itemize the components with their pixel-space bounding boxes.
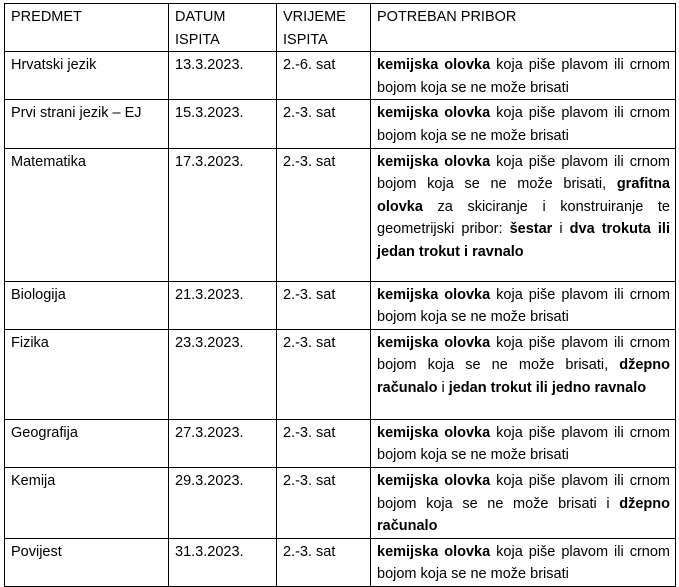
header-predmet-label: PREDMET [11, 9, 82, 25]
header-datum-line2: ISPITA [175, 31, 220, 48]
pribor-text: koja piše plavom ili crnom bojom koja se ne može brisati [377, 424, 670, 464]
pribor-text: koja piše plavom ili crnom bojom koja se ne može brisati [377, 105, 670, 144]
pribor-bold: kemijska olovka [377, 424, 491, 441]
cell-datum: 31.3.2023. [169, 538, 277, 586]
table-row [5, 538, 676, 586]
pribor-bold: kemijska olovka [377, 57, 491, 74]
header-datum [169, 4, 277, 52]
pribor-bold: grafitna olovka [377, 176, 670, 215]
header-pribor [371, 4, 676, 52]
header-datum-line1: DATUM [175, 9, 226, 25]
table-row [5, 100, 676, 148]
pribor-text: , [604, 357, 620, 374]
pribor-bold: dva trokuta ili jedan trokut i ravnalo [377, 221, 670, 260]
pribor-bold: jedan trokut ili jedno ravnalo [448, 379, 647, 396]
header-pribor-label: POTREBAN PRIBOR [377, 9, 517, 25]
cell-predmet: Prvi strani jezik – EJ [5, 100, 169, 148]
table-row [5, 281, 676, 329]
cell-datum: 17.3.2023. [169, 148, 277, 281]
table-row [5, 148, 676, 281]
cell-pribor [371, 281, 676, 329]
cell-predmet: Geografija [5, 419, 169, 467]
pribor-bold: kemijska olovka [377, 334, 491, 351]
header-predmet [5, 4, 169, 52]
cell-predmet: Matematika [5, 148, 169, 281]
cell-datum: 27.3.2023. [169, 419, 277, 467]
cell-datum: 23.3.2023. [169, 329, 277, 419]
cell-datum: 21.3.2023. [169, 281, 277, 329]
cell-predmet: Povijest [5, 538, 169, 586]
cell-pribor [371, 148, 676, 281]
cell-pribor [371, 52, 676, 100]
pribor-bold: kemijska olovka [377, 105, 491, 122]
exam-schedule-table [4, 3, 676, 587]
table-row [5, 329, 676, 419]
pribor-text: i [552, 221, 570, 238]
pribor-text: koja piše plavom ili crnom bojom koja se ne može brisati [377, 286, 670, 326]
pribor-bold: šestar [509, 221, 553, 238]
table-header-row [5, 4, 676, 52]
cell-predmet: Biologija [5, 281, 169, 329]
cell-vrijeme: 2.-3. sat [277, 329, 371, 419]
cell-vrijeme: 2.-3. sat [277, 467, 371, 538]
pribor-bold: kemijska olovka [377, 472, 491, 489]
table-row [5, 419, 676, 467]
cell-pribor [371, 329, 676, 419]
cell-vrijeme: 2.-3. sat [277, 100, 371, 148]
cell-vrijeme: 2.-3. sat [277, 148, 371, 281]
pribor-bold: džepno računalo [377, 357, 670, 396]
cell-pribor [371, 538, 676, 586]
pribor-text: koja piše plavom ili crnom bojom koja se ne može brisati [377, 57, 670, 96]
pribor-bold: kemijska olovka [377, 153, 491, 170]
pribor-text: za skiciranje i konstruiranje te geometrijski pribor: [377, 198, 670, 238]
cell-vrijeme: 2.-3. sat [277, 538, 371, 586]
cell-predmet: Fizika [5, 329, 169, 419]
table-row [5, 467, 676, 538]
pribor-text: i [437, 379, 449, 396]
header-vrijeme-line1: VRIJEME [283, 9, 346, 25]
cell-pribor [371, 467, 676, 538]
pribor-text: koja piše plavom ili crnom bojom koja se ne može brisati [377, 472, 670, 512]
header-vrijeme-line2: ISPITA [283, 31, 328, 48]
table-row [5, 52, 676, 100]
cell-vrijeme: 2.-6. sat [277, 52, 371, 100]
cell-pribor [371, 419, 676, 467]
header-vrijeme [277, 4, 371, 52]
cell-datum: 29.3.2023. [169, 467, 277, 538]
pribor-text: , [602, 176, 617, 193]
pribor-bold: džepno računalo [377, 495, 670, 535]
cell-pribor [371, 100, 676, 148]
cell-vrijeme: 2.-3. sat [277, 281, 371, 329]
pribor-text: i [596, 495, 620, 512]
pribor-text: koja piše plavom ili crnom bojom koja se ne može brisati [377, 153, 670, 193]
pribor-bold: kemijska olovka [377, 286, 491, 303]
pribor-bold: kemijska olovka [377, 543, 491, 560]
cell-predmet: Kemija [5, 467, 169, 538]
cell-datum: 15.3.2023. [169, 100, 277, 148]
pribor-text: koja piše plavom ili crnom bojom koja se ne može brisati [377, 334, 670, 374]
pribor-text: koja piše plavom ili crnom bojom koja se ne može brisati [377, 543, 670, 583]
cell-datum: 13.3.2023. [169, 52, 277, 100]
cell-predmet: Hrvatski jezik [5, 52, 169, 100]
cell-vrijeme: 2.-3. sat [277, 419, 371, 467]
